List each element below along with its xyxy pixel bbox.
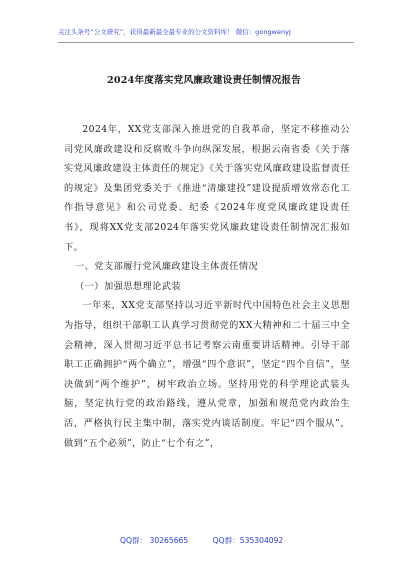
- section-heading: 一、党支部履行党风廉政建设主体责任情况: [75, 261, 259, 273]
- document-title: 2024年度落实党风廉政建设责任制情况报告: [107, 75, 301, 86]
- header-note: 关注头条号“公文研究”，获得最新最全最专业的公文资料库！ 微信：gongwenyj: [58, 28, 291, 36]
- paragraph-body: 一年来，XX党支部坚持以习近平新时代中国特色社会主义思想为指导，组织干部职工认真学习贯彻党的XX大精神和二十届三中全会精神，深入贯彻习近平总书记考察云南重要讲话精神。引导干部职工正确拥护“两个确立”，增强“四个意识”，坚定“四个自信”，坚决做到“两个维护”，树牢政治立场。坚持用党的科学理论武装头脑，坚定执行党的政治路线，遵从党章，加强和规范党内政治生活，严格执行民主集中制，落实党内谈话制度。牢记“四个服从”，做到“五个必须”，防止“七个有之”，: [64, 300, 350, 449]
- header-divider: [58, 42, 354, 43]
- footer-qq-group-2: QQ群：535304092: [212, 536, 284, 545]
- document-body: [64, 120, 350, 453]
- footer-qq-group-1: QQ群： 30265665: [120, 536, 189, 545]
- paragraph-intro: 2024年，XX党支部深入推进党的自我革命，坚定不移推动公司党风廉政建设和反腐败斗争向纵深发展，根据云南省委《关于落实党风廉政建设主体责任的规定》《关于落实党风廉政建设监督责任的规定》及集团党委关于《推进“清廉建投”建设提质增效常态化工作指导意见》和公司党委、纪委《2024年度党风廉政建设责任书》，现将XX党支部2024年落实党风廉政建设责任制情况汇报如下。: [64, 124, 350, 253]
- subsection-heading: （一）加强思想理论武装: [75, 280, 182, 292]
- footer-contact: [120, 535, 320, 546]
